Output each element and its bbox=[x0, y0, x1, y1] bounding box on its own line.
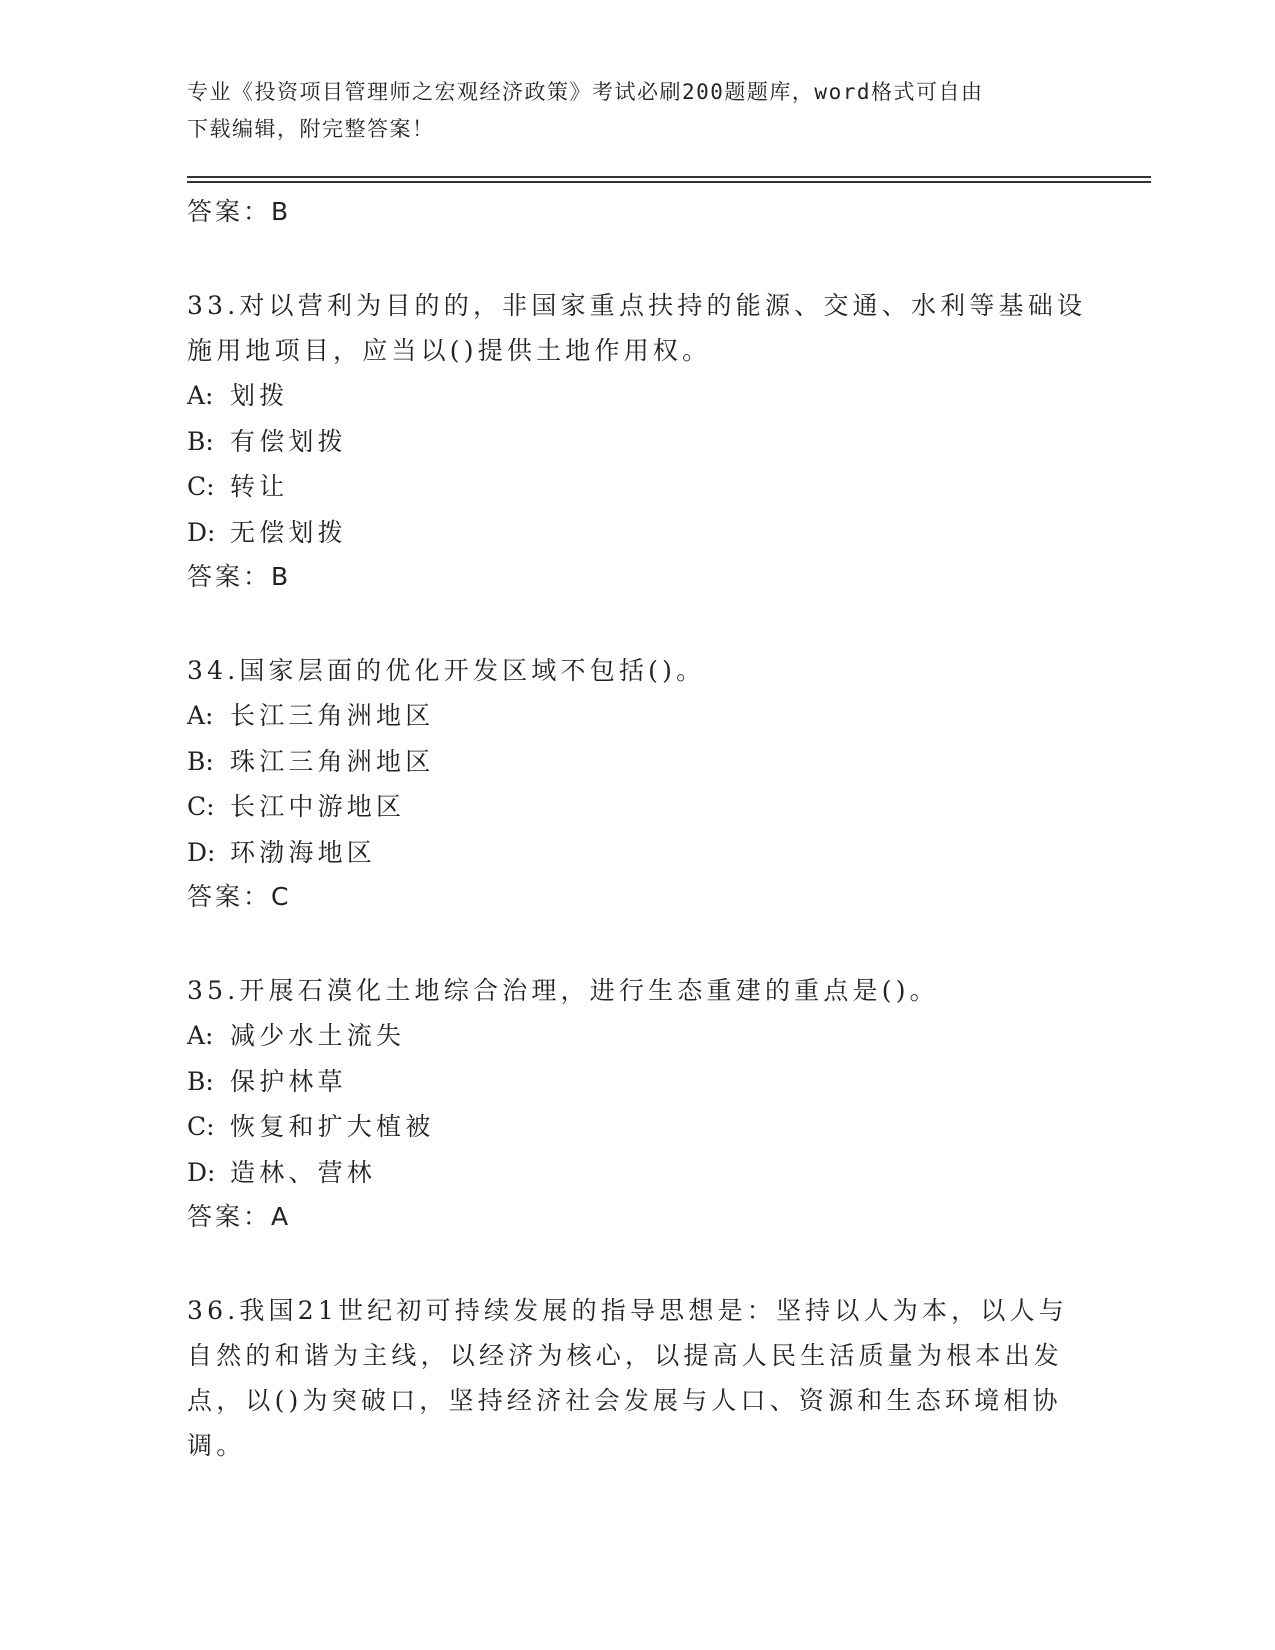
option-b bbox=[187, 419, 1087, 465]
option-c bbox=[187, 784, 1087, 830]
document-header bbox=[187, 74, 1067, 148]
option-text: 珠江三角洲地区 bbox=[230, 746, 435, 776]
option-text: 无偿划拨 bbox=[230, 517, 347, 547]
question-stem bbox=[187, 968, 1087, 1013]
previous-answer: 答案：B bbox=[187, 197, 292, 226]
option-text: 造林、营林 bbox=[230, 1157, 377, 1187]
option-c bbox=[187, 1104, 1087, 1150]
header-divider-top bbox=[187, 176, 1151, 178]
option-a bbox=[187, 373, 1087, 419]
option-key: B: bbox=[187, 426, 214, 456]
option-text: 划拨 bbox=[230, 381, 289, 410]
option-a bbox=[187, 1013, 1087, 1059]
option-text: 保护林草 bbox=[230, 1066, 347, 1096]
question-stem bbox=[187, 1288, 1087, 1468]
option-text: 有偿划拨 bbox=[230, 426, 347, 456]
option-key: C: bbox=[187, 472, 215, 501]
stem-line: 36.我国21世纪初可持续发展的指导思想是：坚持以人为本，以人与 bbox=[187, 1296, 1068, 1325]
option-c bbox=[187, 464, 1087, 510]
stem-line: 自然的和谐为主线，以经济为核心，以提高人民生活质量为根本出发 bbox=[187, 1341, 1064, 1370]
option-text: 长江中游地区 bbox=[230, 792, 406, 821]
question-list bbox=[187, 190, 1087, 1468]
stem-line: 33.对以营利为目的的，非国家重点扶持的能源、交通、水利等基础设 bbox=[187, 291, 1087, 320]
question-stem bbox=[187, 648, 1087, 693]
option-key: A: bbox=[187, 1021, 214, 1050]
answer-line: 答案：B bbox=[187, 562, 292, 591]
stem-line: 施用地项目，应当以()提供土地作用权。 bbox=[187, 336, 712, 365]
question-36 bbox=[187, 1288, 1087, 1468]
header-line-2: 下载编辑，附完整答案！ bbox=[187, 117, 435, 141]
option-key: D: bbox=[187, 1157, 216, 1187]
option-d bbox=[187, 1150, 1087, 1196]
option-a bbox=[187, 693, 1087, 739]
option-text: 转让 bbox=[230, 472, 289, 501]
option-text: 减少水土流失 bbox=[230, 1021, 406, 1050]
stem-line: 调。 bbox=[187, 1431, 246, 1460]
option-d bbox=[187, 510, 1087, 556]
question-stem bbox=[187, 283, 1087, 373]
answer-line: 答案：C bbox=[187, 882, 292, 911]
option-key: C: bbox=[187, 792, 215, 821]
answer-line: 答案：A bbox=[187, 1202, 292, 1231]
stem-line: 点，以()为突破口，坚持经济社会发展与人口、资源和生态环境相协 bbox=[187, 1386, 1062, 1415]
option-key: A: bbox=[187, 701, 214, 730]
option-key: A: bbox=[187, 381, 214, 410]
option-key: D: bbox=[187, 837, 216, 867]
option-text: 恢复和扩大植被 bbox=[230, 1112, 435, 1141]
question-35 bbox=[187, 968, 1087, 1239]
option-key: B: bbox=[187, 1066, 214, 1096]
option-key: C: bbox=[187, 1112, 215, 1141]
option-d bbox=[187, 830, 1087, 876]
question-34 bbox=[187, 648, 1087, 919]
option-key: D: bbox=[187, 517, 216, 547]
option-b bbox=[187, 739, 1087, 785]
stem-line: 34.国家层面的优化开发区域不包括()。 bbox=[187, 656, 706, 685]
stem-line: 35.开展石漠化土地综合治理，进行生态重建的重点是()。 bbox=[187, 976, 939, 1005]
option-text: 长江三角洲地区 bbox=[230, 701, 435, 730]
option-b bbox=[187, 1059, 1087, 1105]
header-line-1: 专业《投资项目管理师之宏观经济政策》考试必刷200题题库，word格式可自由 bbox=[187, 80, 984, 104]
option-text: 环渤海地区 bbox=[230, 837, 377, 867]
option-key: B: bbox=[187, 746, 214, 776]
header-divider-bottom bbox=[187, 181, 1151, 183]
question-33 bbox=[187, 283, 1087, 599]
